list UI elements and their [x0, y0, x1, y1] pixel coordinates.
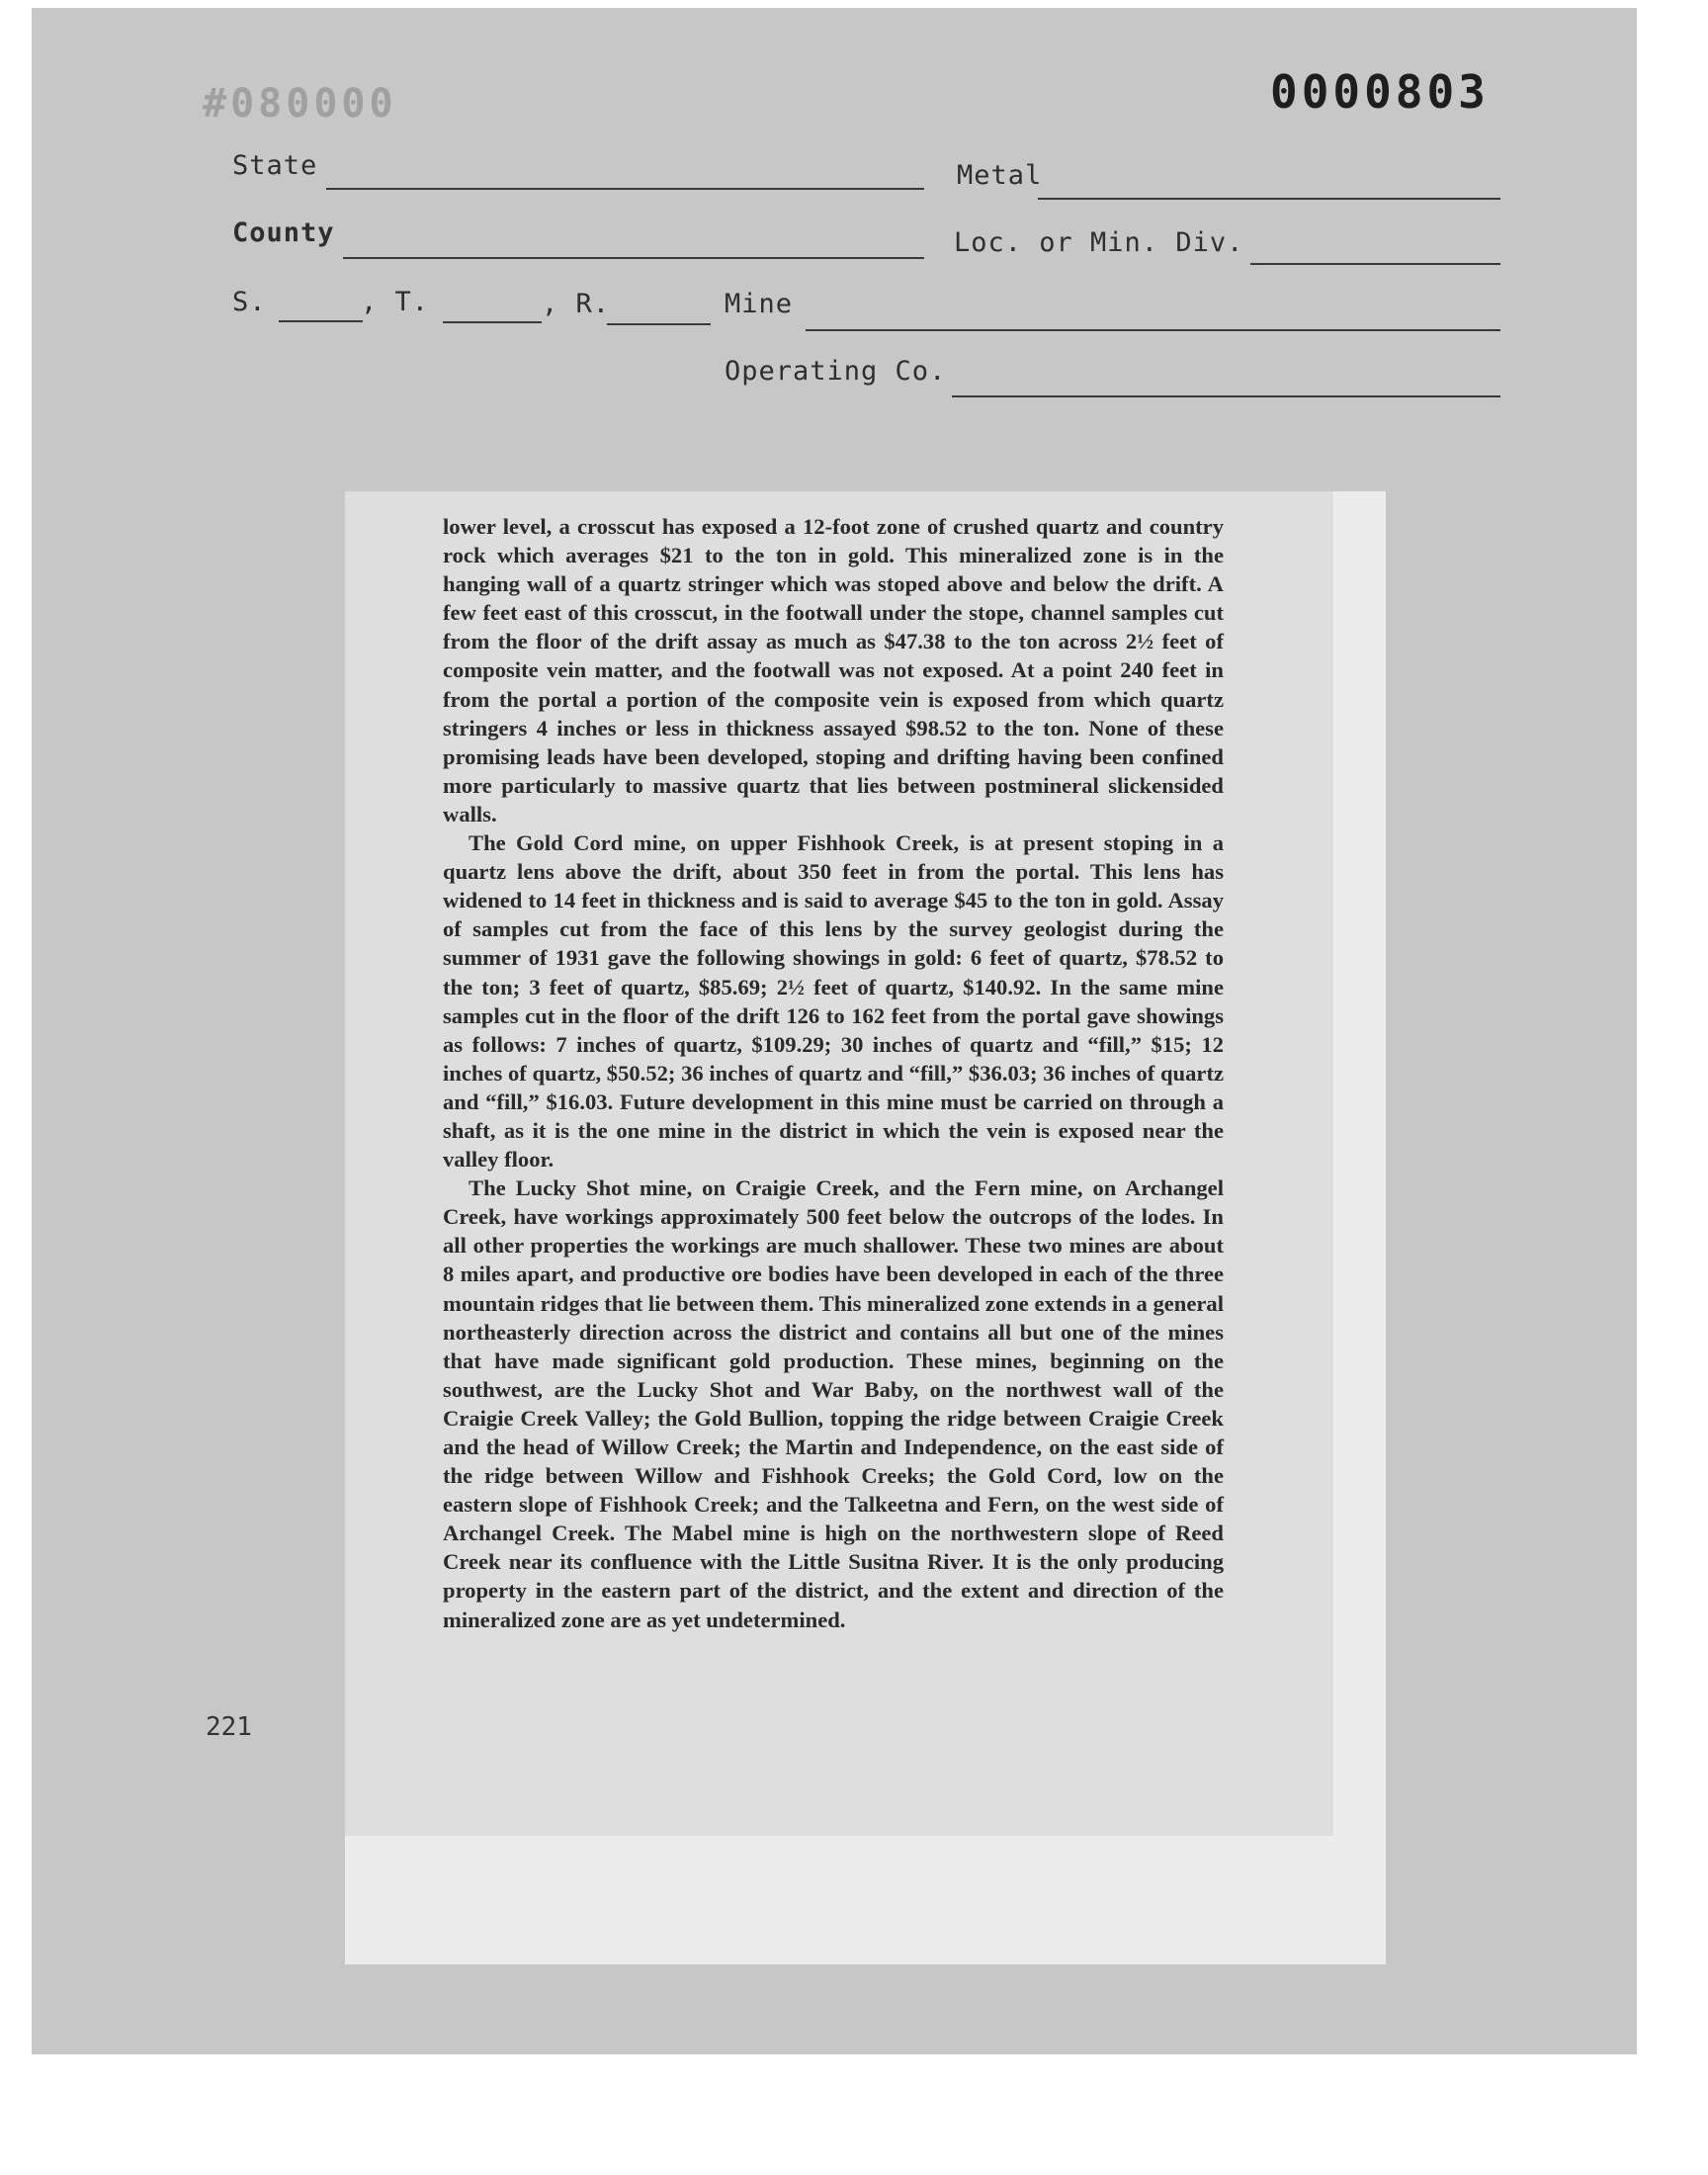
loc-field-line — [1250, 263, 1500, 265]
state-label: State — [232, 150, 318, 181]
metal-field-line — [1038, 198, 1500, 200]
range-field-line — [607, 323, 711, 325]
paragraph-1: lower level, a crosscut has exposed a 12-foot zone of crushed quartz and country rock which averages $21 to the ton in gold. This mineralized zone is in the hanging wall of a quartz stringer which was stoped above and below the drift. A few feet east of this crosscut, in the footwall under the stope, channel samples cut from the floor of the drift assay as much as $47.38 to the ton across 2½ feet of composite vein matter, and the footwall was not exposed. At a point 240 feet in from the portal a portion of the composite vein is exposed from which quartz stringers 4 inches or less in thickness assayed $98.52 to the ton. None of these promising leads have been developed, stoping and drifting having been confined more particularly to massive quartz that lies between postmineral slickensided walls. — [443, 514, 1224, 826]
operating-co-label: Operating Co. — [725, 356, 947, 387]
section-label: S. — [232, 287, 267, 317]
county-label: County — [232, 218, 335, 248]
paragraph-2: The Gold Cord mine, on upper Fishhook Creek, is at present stoping in a quartz lens above the drift, about 350 feet in from the portal. This lens has widened to 14 feet in thickness and is said to average $45 to the ton in gold. Assay of samples cut from the face of this lens by the survey geologist during the summer of 1931 gave the following showings in gold: 6 feet of quartz, $78.52 to the ton; 3 feet of quartz, $85.69; 2½ feet of quartz, $140.92. In the same mine samples cut in the floor of the drift 126 to 162 feet from the portal gave showings as follows: 7 inches of quartz, $109.29; 30 inches of quartz and “fill,” $15; 12 inches of quartz, $50.52; 36 inches of quartz and “fill,” $36.03; 36 inches of quartz and “fill,” $16.03. Future development in this mine must be carried on through a shaft, as it is the one mine in the district in which the vein is exposed near the valley floor. — [443, 830, 1224, 1173]
clipping-text — [443, 512, 1224, 1634]
township-label: , T. — [361, 287, 430, 317]
operating-co-field-line — [952, 395, 1500, 397]
township-field-line — [443, 321, 542, 323]
mine-label: Mine — [725, 289, 794, 319]
county-field-line — [343, 257, 924, 259]
section-field-line — [279, 320, 363, 322]
document-number: 0000803 — [1270, 65, 1490, 119]
faint-stamp-number: #080000 — [203, 81, 397, 127]
paragraph-3: The Lucky Shot mine, on Craigie Creek, and the Fern mine, on Archangel Creek, have workings approximately 500 feet below the outcrops of the lodes. In all other properties the workings are much shallower. These two mines are about 8 miles apart, and productive ore bodies have been developed in each of the three mountain ridges that lie between them. This mineralized zone extends in a general northeasterly direction across the district and contains all but one of the mines that have made significant gold production. These mines, beginning on the southwest, are the Lucky Shot and War Baby, on the northwest wall of the Craigie Creek Valley; the Gold Bullion, topping the ridge between Craigie Creek and the head of Willow Creek; the Martin and Independence, on the east side of the ridge between Willow and Fishhook Creeks; the Gold Cord, low on the eastern slope of Fishhook Creek; and the Talkeetna and Fern, on the west side of Archangel Creek. The Mabel mine is high on the northwestern slope of Reed Creek near its confluence with the Little Susitna River. It is the only producing property in the eastern part of the district, and the extent and direction of the mineralized zone are as yet undetermined. — [443, 1175, 1224, 1632]
loc-label: Loc. or Min. Div. — [954, 227, 1244, 258]
mine-field-line — [806, 329, 1500, 331]
page-number: 221 — [206, 1712, 252, 1742]
state-field-line — [326, 188, 924, 190]
range-label: , R. — [542, 289, 611, 319]
metal-label: Metal — [957, 160, 1043, 191]
